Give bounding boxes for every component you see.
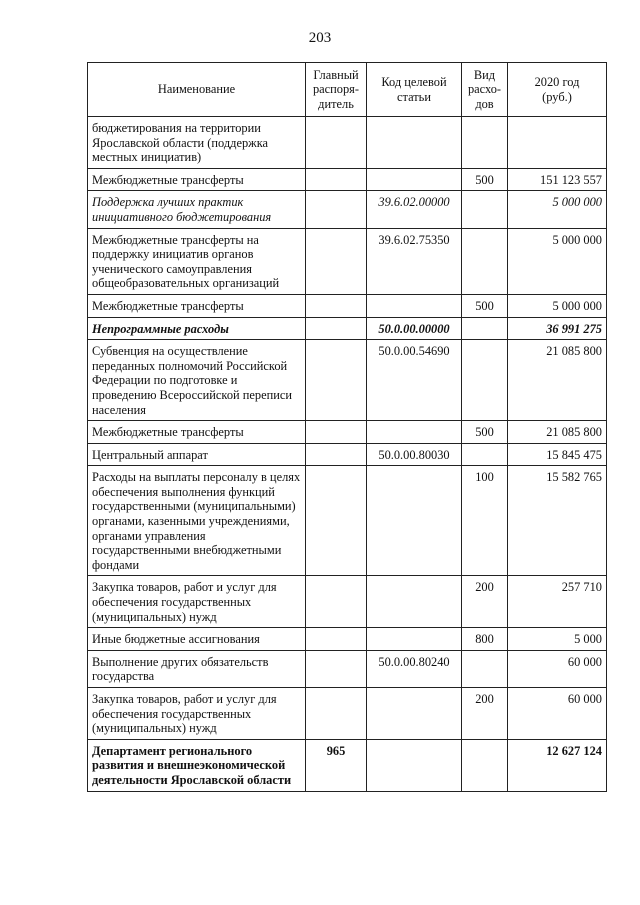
row-amount-cell: 5 000: [508, 628, 607, 651]
row-type-cell: [462, 191, 508, 228]
row-amount-cell: 36 991 275: [508, 317, 607, 340]
row-name-cell: Выполнение других обязательств государства: [88, 650, 306, 687]
table-row: [88, 628, 607, 651]
row-code-cell: [367, 117, 462, 169]
row-code-cell: [367, 739, 462, 791]
table-row: [88, 317, 607, 340]
table-header-row: [88, 63, 607, 117]
row-name-cell: бюджетирования на территории Ярославской области (поддержка местных инициатив): [88, 117, 306, 169]
header-expense-type: [462, 63, 508, 117]
row-amount-cell: 60 000: [508, 650, 607, 687]
row-chief-cell: [306, 443, 367, 466]
row-type-cell: 100: [462, 466, 508, 576]
table-row: [88, 294, 607, 317]
row-name-cell: Закупка товаров, работ и услуг для обеспечения государственных (муниципальных) нужд: [88, 576, 306, 628]
row-chief-cell: [306, 117, 367, 169]
row-type-cell: 500: [462, 294, 508, 317]
row-code-cell: 39.6.02.00000: [367, 191, 462, 228]
row-chief-cell: [306, 628, 367, 651]
table-body: [88, 117, 607, 792]
table-row: [88, 576, 607, 628]
row-type-cell: [462, 340, 508, 421]
row-chief-cell: [306, 466, 367, 576]
header-chief-text: Главный распоря- дитель: [312, 67, 360, 111]
row-amount-cell: 60 000: [508, 688, 607, 740]
row-type-cell: [462, 117, 508, 169]
table-row: [88, 168, 607, 191]
table-row: [88, 688, 607, 740]
row-type-cell: [462, 228, 508, 294]
row-type-cell: 800: [462, 628, 508, 651]
row-code-cell: [367, 168, 462, 191]
row-type-cell: 200: [462, 688, 508, 740]
row-code-cell: [367, 688, 462, 740]
header-amount-2020: [508, 63, 607, 117]
row-amount-cell: 15 845 475: [508, 443, 607, 466]
row-chief-cell: [306, 294, 367, 317]
row-chief-cell: [306, 317, 367, 340]
header-amount-text: 2020 год (руб.): [534, 74, 580, 104]
row-amount-cell: [508, 117, 607, 169]
row-amount-cell: 21 085 800: [508, 421, 607, 444]
row-code-cell: 50.0.00.54690: [367, 340, 462, 421]
page-number: 203: [308, 30, 332, 46]
row-name-cell: Расходы на выплаты персоналу в целях обеспечения выполнения функций государственными (муниципальными) органами, казенными учреждениями, органами управления государственными внебюджетными фондами: [88, 466, 306, 576]
row-type-cell: [462, 650, 508, 687]
row-chief-cell: [306, 688, 367, 740]
row-chief-cell: [306, 191, 367, 228]
budget-table: [87, 62, 607, 792]
row-amount-cell: 5 000 000: [508, 294, 607, 317]
header-code-text: Код целевой статьи: [381, 74, 447, 104]
row-name-cell: Поддержка лучших практик инициативного бюджетирования: [88, 191, 306, 228]
header-chief-manager: [306, 63, 367, 117]
row-type-cell: 500: [462, 421, 508, 444]
row-name-cell: Межбюджетные трансферты: [88, 421, 306, 444]
row-amount-cell: 21 085 800: [508, 340, 607, 421]
row-amount-cell: 5 000 000: [508, 228, 607, 294]
table-row: [88, 228, 607, 294]
table-row: [88, 421, 607, 444]
row-name-cell: Субвенция на осуществление переданных полномочий Российской Федерации по подготовке и проведению Всероссийской переписи населения: [88, 340, 306, 421]
row-code-cell: 50.0.00.80030: [367, 443, 462, 466]
row-chief-cell: [306, 650, 367, 687]
table-row: [88, 340, 607, 421]
row-name-cell: Иные бюджетные ассигнования: [88, 628, 306, 651]
row-name-cell: Департамент регионального развития и внешнеэкономической деятельности Ярославской области: [88, 739, 306, 791]
row-chief-cell: [306, 421, 367, 444]
row-amount-cell: 15 582 765: [508, 466, 607, 576]
row-amount-cell: 12 627 124: [508, 739, 607, 791]
row-chief-cell: [306, 168, 367, 191]
row-code-cell: 50.0.00.80240: [367, 650, 462, 687]
row-chief-cell: [306, 576, 367, 628]
table-row: [88, 466, 607, 576]
header-name: [88, 63, 306, 117]
row-code-cell: [367, 628, 462, 651]
header-type-text: Вид расхо- дов: [467, 67, 502, 111]
row-code-cell: 50.0.00.00000: [367, 317, 462, 340]
row-chief-cell: [306, 340, 367, 421]
row-name-cell: Непрограммные расходы: [88, 317, 306, 340]
row-amount-cell: 5 000 000: [508, 191, 607, 228]
row-amount-cell: 151 123 557: [508, 168, 607, 191]
row-type-cell: 200: [462, 576, 508, 628]
header-target-code: [367, 63, 462, 117]
row-name-cell: Центральный аппарат: [88, 443, 306, 466]
row-name-cell: Межбюджетные трансферты на поддержку инициатив органов ученического самоуправления общеобразовательных организаций: [88, 228, 306, 294]
row-code-cell: [367, 294, 462, 317]
table-row: [88, 739, 607, 791]
row-chief-cell: [306, 228, 367, 294]
row-name-cell: Межбюджетные трансферты: [88, 294, 306, 317]
row-type-cell: 500: [462, 168, 508, 191]
table-row: [88, 443, 607, 466]
row-name-cell: Закупка товаров, работ и услуг для обеспечения государственных (муниципальных) нужд: [88, 688, 306, 740]
row-name-cell: Межбюджетные трансферты: [88, 168, 306, 191]
header-name-text: Наименование: [157, 82, 236, 97]
row-amount-cell: 257 710: [508, 576, 607, 628]
table-row: [88, 650, 607, 687]
row-type-cell: [462, 317, 508, 340]
table-row: [88, 117, 607, 169]
row-code-cell: [367, 421, 462, 444]
row-chief-cell: 965: [306, 739, 367, 791]
row-code-cell: 39.6.02.75350: [367, 228, 462, 294]
row-type-cell: [462, 443, 508, 466]
row-code-cell: [367, 576, 462, 628]
row-type-cell: [462, 739, 508, 791]
row-code-cell: [367, 466, 462, 576]
table-row: [88, 191, 607, 228]
